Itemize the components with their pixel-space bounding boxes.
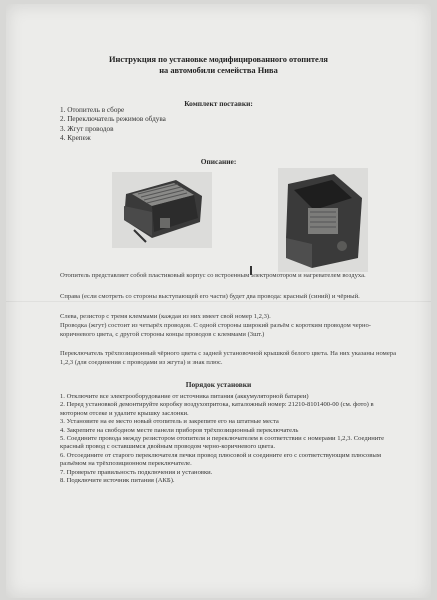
kit-list [60,106,166,144]
kit-heading: Комплект поставки: [184,99,253,108]
install-step: 1. Отключите все электрооборудование от источника питания (аккумуляторной батареи) [60,393,309,400]
description-para-1: Отопитель представляет собой пластиковый корпус со встроенным электромотором и нагревателем воздуха. [60,272,366,279]
document-page [6,4,431,598]
doc-title-line2: на автомобили семейства Нива [159,66,278,75]
install-step: 2. Перед установкой демонтируйте коробку воздухопритока, каталожный номер: 21210-8101400-00 (см. фото) в моторном отсеке и удалите крышку заслонки. [60,401,374,417]
kit-item: 2. Переключатель режимов обдува [60,115,166,124]
description-para-3: Слева, резистор с тремя клеммами (каждая из них имеет свой номер 1,2,3). [60,313,271,320]
heater-photo-right [278,168,368,272]
description-para-5: Переключатель трёхпозиционный чёрного цвета с задней установочной крышкой белого цвета. На них указаны номера 1,2,3 (для соединения с проводами из жгута) и знак плюс. [60,350,396,366]
install-heading: Порядок установки [185,380,252,389]
doc-title-line1: Инструкция по установке модифицированного отопителя [109,55,328,64]
install-step: 7. Проверьте правильность подключения и установки. [60,468,213,476]
install-step: 3. Установите на ее место новый отопитель и закрепите его на штатные места [60,418,279,426]
kit-item: 3. Жгут проводов [60,124,114,133]
paper-fold [6,301,431,302]
description-para-2: Справа (если смотреть со стороны выступающей его части) будет два провода: красный (синий) и чёрный. [60,293,360,300]
description-para-4: Проводка (жгут) состоит из четырёх проводов. С одной стороны широкий разъём с коротким проводом черно-коричневого цвета, с другой стороны концы проводов с клеммами (3шт.) [60,322,371,338]
install-step: 6. Отсоедините от старого переключателя печки провод плюсовой и соедините его с соответствующим плюсовым разъёмом на трёхпозиционном переключателе. [60,451,382,468]
install-step: 8. Подключите источник питания (АКБ). [60,477,175,485]
install-steps [60,393,385,485]
install-step: 5. Соедините провода между резистором отопителя и переключателем в соответствии с номерами 1,2,3. Соедините красный провод с оставшимся двойным проводом черно-коричневого цвета. [60,435,385,451]
kit-item: 4. Крепеж [60,134,91,143]
install-step: 4. Закрепите на свободном месте панели приборов трёхпозиционный переключатель [60,426,299,434]
kit-item: 1. Отопитель в сборе [60,106,125,114]
description-heading: Описание: [200,157,237,166]
heater-photo-left [112,172,212,248]
